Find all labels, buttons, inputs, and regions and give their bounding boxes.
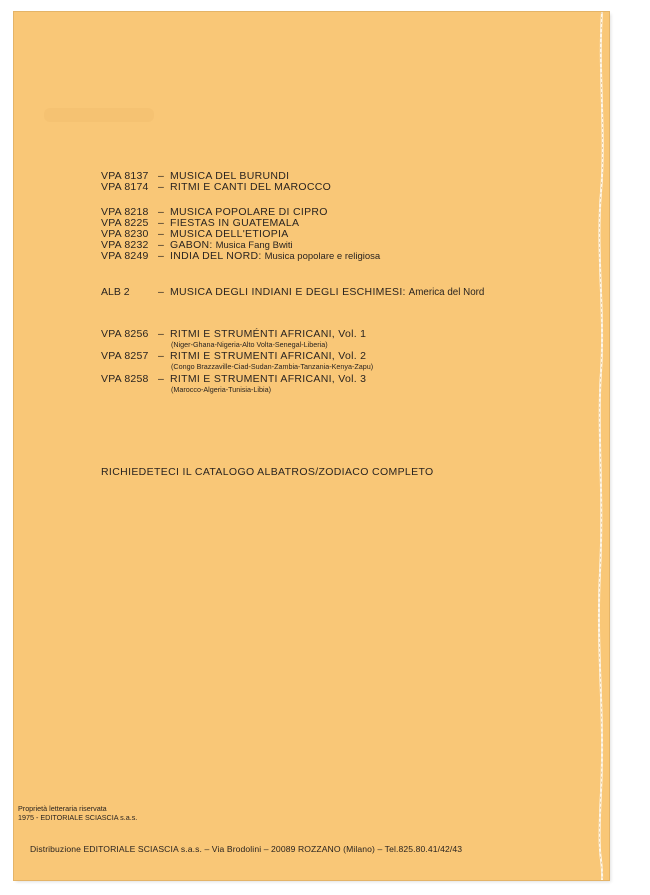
record-code: VPA 8249 — [101, 250, 149, 262]
dash: – — [158, 350, 164, 362]
record-title: INDIA DEL NORD: — [170, 250, 262, 262]
dash: – — [158, 239, 164, 251]
dash: – — [158, 250, 164, 262]
dash: – — [158, 286, 164, 298]
list-item — [101, 329, 366, 340]
record-subtitle: America del Nord — [408, 287, 485, 298]
copyright-notice — [18, 805, 137, 822]
dash: – — [158, 181, 164, 193]
record-title: GABON: — [170, 239, 213, 251]
record-title: MUSICA DEL BURUNDI — [170, 170, 290, 182]
rights-line: Proprietà letteraria riservata — [18, 804, 107, 813]
record-title: MUSICA DEGLI INDIANI E DEGLI ESCHIMESI: — [170, 286, 406, 298]
record-code: VPA 8225 — [101, 217, 149, 229]
list-item — [101, 286, 484, 298]
record-note: (Marocco-Algeria-Tunisia-Libia) — [171, 385, 271, 394]
dash: – — [158, 170, 164, 182]
record-code: VPA 8257 — [101, 350, 149, 362]
record-note: (Congo Brazzaville-Ciad-Sudan-Zambia-Tanzania-Kenya-Zapu) — [171, 362, 374, 371]
page-stain — [44, 108, 154, 122]
publisher-line: 1975 - EDITORIALE SCIASCIA s.a.s. — [18, 812, 138, 822]
record-code: VPA 8218 — [101, 206, 149, 218]
record-title: RITMI E STRUMENTI AFRICANI, Vol. 3 — [170, 373, 367, 385]
record-subtitle: Musica Fang Bwiti — [215, 240, 293, 251]
record-note: (Niger-Ghana-Nigeria-Alto Volta-Senegal-Liberia) — [171, 340, 328, 349]
record-code: ALB 2 — [101, 286, 130, 298]
binding-stitch — [592, 12, 612, 880]
catalog-page — [14, 12, 609, 880]
dash: – — [158, 228, 164, 240]
record-code: VPA 8258 — [101, 373, 149, 385]
record-subtitle: Musica popolare e religiosa — [264, 251, 381, 262]
record-code: VPA 8232 — [101, 239, 149, 251]
distribution-line: Distribuzione EDITORIALE SCIASCIA s.a.s. – Via Brodolini – 20089 ROZZANO (Milano) – Tel.825.80.41/42/43 — [30, 844, 463, 854]
list-item — [101, 182, 331, 193]
record-title: RITMI E STRUMENTI AFRICANI, Vol. 2 — [170, 350, 367, 362]
record-code: VPA 8137 — [101, 170, 149, 182]
record-title: MUSICA POPOLARE DI CIPRO — [170, 206, 328, 218]
record-title: RITMI E STRUMÉNTI AFRICANI, Vol. 1 — [170, 328, 367, 340]
dash: – — [158, 217, 164, 229]
record-title: RITMI E CANTI DEL MAROCCO — [170, 181, 332, 193]
record-code: VPA 8174 — [101, 181, 149, 193]
record-title: MUSICA DELL'ETIOPIA — [170, 228, 289, 240]
list-item — [101, 251, 380, 262]
list-item — [101, 374, 366, 385]
record-code: VPA 8256 — [101, 328, 149, 340]
catalog-request: RICHIEDETECI IL CATALOGO ALBATROS/ZODIACO COMPLETO — [101, 466, 434, 478]
record-title: FIESTAS IN GUATEMALA — [170, 217, 300, 229]
dash: – — [158, 328, 164, 340]
record-code: VPA 8230 — [101, 228, 149, 240]
list-item — [101, 351, 366, 362]
dash: – — [158, 206, 164, 218]
dash: – — [158, 373, 164, 385]
